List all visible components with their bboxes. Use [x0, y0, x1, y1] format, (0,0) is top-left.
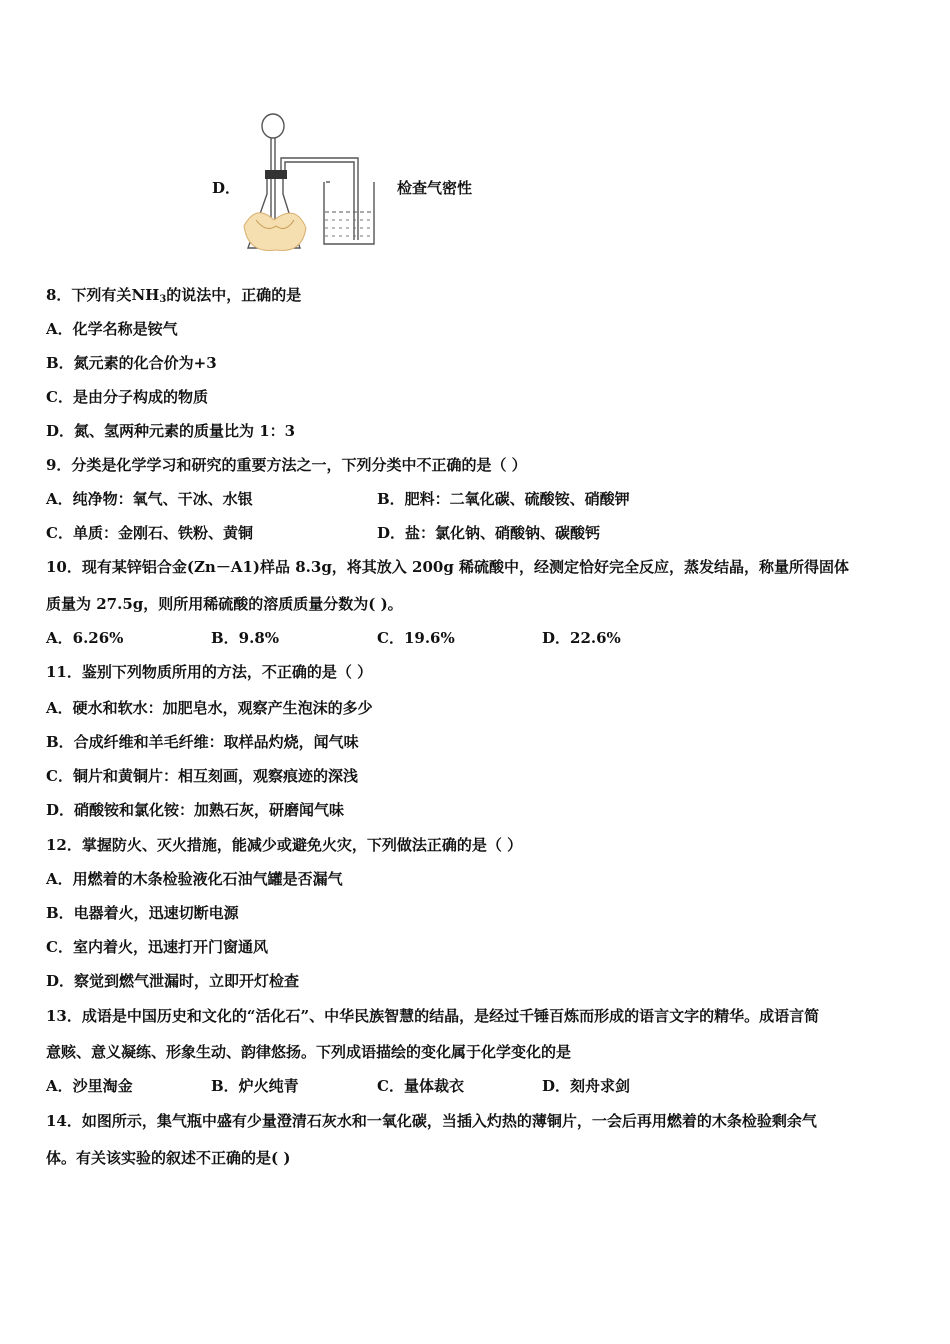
q13-stem-line1: 13．成语是中国历史和文化的“活化石”、中华民族智慧的结晶，是经过千锤百炼而形成的语言文字的精华。成语言简 — [46, 1007, 820, 1025]
q10-stem-line2: 质量为 27.5g，则所用稀硫酸的溶质质量分数为( )。 — [46, 595, 403, 613]
q10-stem-line1: 10．现有某锌铝合金(Zn－A1)样品 8.3g，将其放入 200g 稀硫酸中，经测定恰好完全反应，蒸发结晶，称量所得固体 — [46, 558, 850, 576]
q12-stem: 12．掌握防火、灭火措施，能减少或避免火灾，下列做法正确的是（ ） — [46, 836, 523, 854]
q13-option-a: A．沙里淘金 — [46, 1077, 133, 1095]
q14-stem-line2: 体。有关该实验的叙述不正确的是( ) — [46, 1149, 291, 1167]
q10-option-d: D．22.6% — [542, 629, 621, 647]
q10-option-c: C．19.6% — [377, 629, 455, 647]
q10-option-a: A．6.26% — [46, 629, 124, 647]
q11-option-c: C．铜片和黄铜片：相互刻画，观察痕迹的深浅 — [46, 767, 358, 785]
q13-option-b: B．炉火纯青 — [211, 1077, 299, 1095]
q12-option-d: D．察觉到燃气泄漏时，立即开灯检查 — [46, 972, 300, 990]
option-d-label: D． — [212, 179, 241, 197]
q11-option-b: B．合成纤维和羊毛纤维：取样品灼烧，闻气味 — [46, 733, 359, 751]
q8-stem: 8．下列有关$NH_3$的说法中，正确的是 — [46, 286, 302, 305]
q11-stem: 11．鉴别下列物质所用的方法，不正确的是（ ） — [46, 663, 373, 681]
q8-option-d: D．氮、氢两种元素的质量比为 1：3 — [46, 422, 296, 440]
q9-option-c: C．单质：金刚石、铁粉、黄铜 — [46, 524, 253, 542]
q10-option-b: B．9.8% — [211, 629, 280, 647]
q11-option-a: A．硬水和软水：加肥皂水，观察产生泡沫的多少 — [46, 699, 373, 717]
q9-option-b: B．肥料：二氧化碳、硫酸铵、硝酸钾 — [377, 490, 630, 508]
q13-stem-line2: 意赅、意义凝练、形象生动、韵律悠扬。下列成语描绘的变化属于化学变化的是 — [46, 1043, 572, 1061]
q13-option-d: D．刻舟求剑 — [542, 1077, 631, 1095]
airtightness-apparatus-figure — [236, 108, 376, 258]
option-d-caption: 检查气密性 — [397, 179, 473, 197]
q14-stem-line1: 14．如图所示，集气瓶中盛有少量澄清石灰水和一氧化碳，当插入灼热的薄铜片，一会后再用燃着的木条检验剩余气 — [46, 1112, 817, 1130]
q9-option-a: A．纯净物：氧气、干冰、水银 — [46, 490, 253, 508]
q9-option-d: D．盐：氯化钠、硝酸钠、碳酸钙 — [377, 524, 601, 542]
q11-option-d: D．硝酸铵和氯化铵：加熟石灰，研磨闻气味 — [46, 801, 345, 819]
q13-option-c: C．量体裁衣 — [377, 1077, 464, 1095]
q12-option-c: C．室内着火，迅速打开门窗通风 — [46, 938, 268, 956]
q12-option-a: A．用燃着的木条检验液化石油气罐是否漏气 — [46, 870, 343, 888]
q8-option-a: A．化学名称是铵气 — [46, 320, 178, 338]
q8-option-b: B．氮元素的化合价为+3 — [46, 354, 217, 372]
q12-option-b: B．电器着火，迅速切断电源 — [46, 904, 239, 922]
q8-option-c: C．是由分子构成的物质 — [46, 388, 208, 406]
q9-stem: 9．分类是化学学习和研究的重要方法之一，下列分类中不正确的是（ ） — [46, 456, 527, 474]
